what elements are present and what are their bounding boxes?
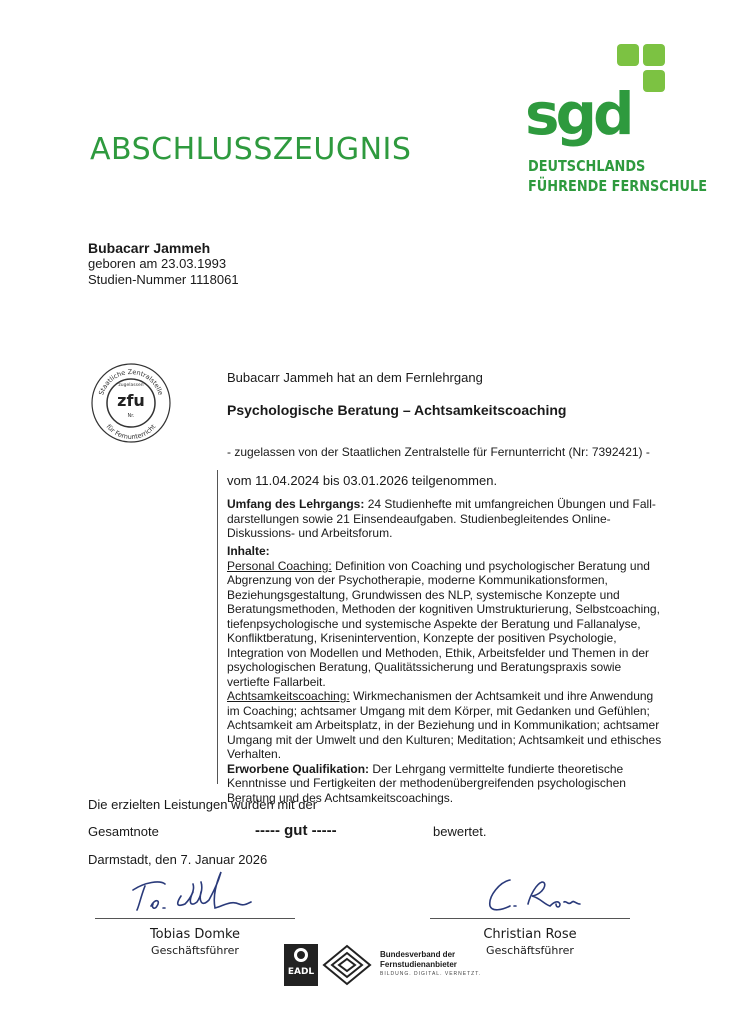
- mindfulness-label: Achtsamkeitscoaching:: [227, 689, 350, 703]
- place-date: Darmstadt, den 7. Januar 2026: [88, 852, 268, 867]
- signatory-role-2: Geschäftsführer: [486, 944, 574, 957]
- signatory-role-1: Geschäftsführer: [151, 944, 239, 957]
- qualification-label: Erworbene Qualifikation:: [227, 761, 370, 776]
- admission-text: - zugelassen von der Staatlichen Zentralstelle für Fernunterricht (Nr: 7392421) -: [227, 445, 650, 459]
- logo-tagline: [528, 156, 707, 196]
- intro-text: Bubacarr Jammeh hat an dem Fernlehrgang: [227, 370, 483, 385]
- logo-tagline-line2: FÜHRENDE FERNSCHULE: [528, 177, 708, 195]
- mindfulness-text: Wirkmechanismen der Achtsamkeit und ihre Anwendung im Coaching; achtsamer Umgang mit dem Körper, mit Gedanken und Gefühlen; Achtsamkeit am Arbeitsplatz, in der Beziehung und in Kommunikation; achtsamer Umgang mit der Umwelt und den Kulturen; Meditation; Achtsamkeit und ethisches Verhalten.: [227, 689, 662, 761]
- coaching-section: [227, 559, 667, 690]
- course-scope: [227, 497, 667, 541]
- svg-text:für Fernunterricht: [105, 422, 158, 441]
- logo-tagline-line1: DEUTSCHLANDS: [528, 157, 646, 175]
- scope-text: 24 Studienhefte mit umfangreichen Übungen und Fall-darstellungen sowie 21 Einsendeaufgaben. Studienbegleitendes Online-Diskussions- und Arbeitsforum.: [227, 497, 656, 540]
- document-title: ABSCHLUSSZEUGNIS: [90, 132, 412, 167]
- bvf-logo: [322, 944, 372, 986]
- signature-line-1: [95, 918, 295, 919]
- course-contents: [227, 544, 667, 805]
- student-name: Bubacarr Jammeh: [88, 240, 211, 256]
- grade-suffix: bewertet.: [433, 824, 487, 839]
- mindfulness-section: [227, 689, 667, 762]
- bvf-tagline: BILDUNG. DIGITAL. VERNETZT.: [380, 971, 482, 977]
- vertical-divider: [217, 470, 218, 784]
- result-line: Die erzielten Leistungen wurden mit der: [88, 797, 318, 812]
- seal-zfu: zfu: [117, 391, 145, 410]
- signature-domke: [115, 862, 275, 918]
- eadl-logo: [284, 944, 318, 986]
- sgd-logo-wordmark: sgd: [525, 80, 631, 148]
- signature-rose: [480, 872, 590, 916]
- contents-label: Inhalte:: [227, 544, 270, 558]
- signatory-name-2: Christian Rose: [483, 927, 577, 942]
- course-period: vom 11.04.2024 bis 03.01.2026 teilgenommen.: [227, 473, 498, 488]
- student-number: Studien-Nummer 1118061: [88, 272, 239, 287]
- scope-label: Umfang des Lehrgangs:: [227, 497, 365, 511]
- qualification-text: Der Lehrgang vermittelte fundierte theoretische Kenntnisse und Fertigkeiten der methodenübergreifenden psychologischen Beratung und des Achtsamkeitscoachings.: [227, 761, 626, 805]
- zfu-seal: [90, 362, 172, 444]
- grade-label: Gesamtnote: [88, 824, 159, 839]
- bvf-name-line2: Fernstudienanbieter: [380, 960, 457, 969]
- student-birth: geboren am 23.03.1993: [88, 256, 227, 271]
- grade-value: ----- gut -----: [255, 822, 337, 839]
- signature-line-2: [430, 918, 630, 919]
- bvf-name-line1: Bundesverband der: [380, 950, 456, 959]
- student-info: [88, 240, 239, 288]
- coaching-text: Definition von Coaching und psychologischer Beratung und Abgrenzung von der Psychotherapie, moderne Kommunikationsformen, Beziehungsgestaltung, Grundwissen des NLP, systemische Konzepte und Beratungsmethoden, Methoden der kognitiven Umstrukturierung, Selbstcoaching, tiefenpsychologische und systemische Aspekte der Beratung und Fallanalyse, Konfliktberatung, Krisenintervention, Konzepte der positiven Psychologie, Integration von Modellen und Methoden, Ethik, Arbeitsfelder und Themen in der psychologischen Beratung, Qualitätssicherung und Beratungspraxis sowie vertiefte Fallarbeit.: [227, 558, 660, 689]
- seal-nr: Nr.: [127, 413, 135, 419]
- signatory-name-1: Tobias Domke: [149, 927, 241, 942]
- seal-ring-mid: zugelassen: [118, 383, 144, 388]
- course-title: Psychologische Beratung – Achtsamkeitscoaching: [227, 402, 567, 418]
- coaching-label: Personal Coaching:: [227, 558, 332, 573]
- seal-ring-bottom: für Fernunterricht: [104, 422, 158, 442]
- seal-ring-top: Staatliche Zentralstelle: [97, 367, 165, 397]
- eadl-text: EADL: [287, 967, 315, 977]
- bvf-name: [380, 950, 457, 970]
